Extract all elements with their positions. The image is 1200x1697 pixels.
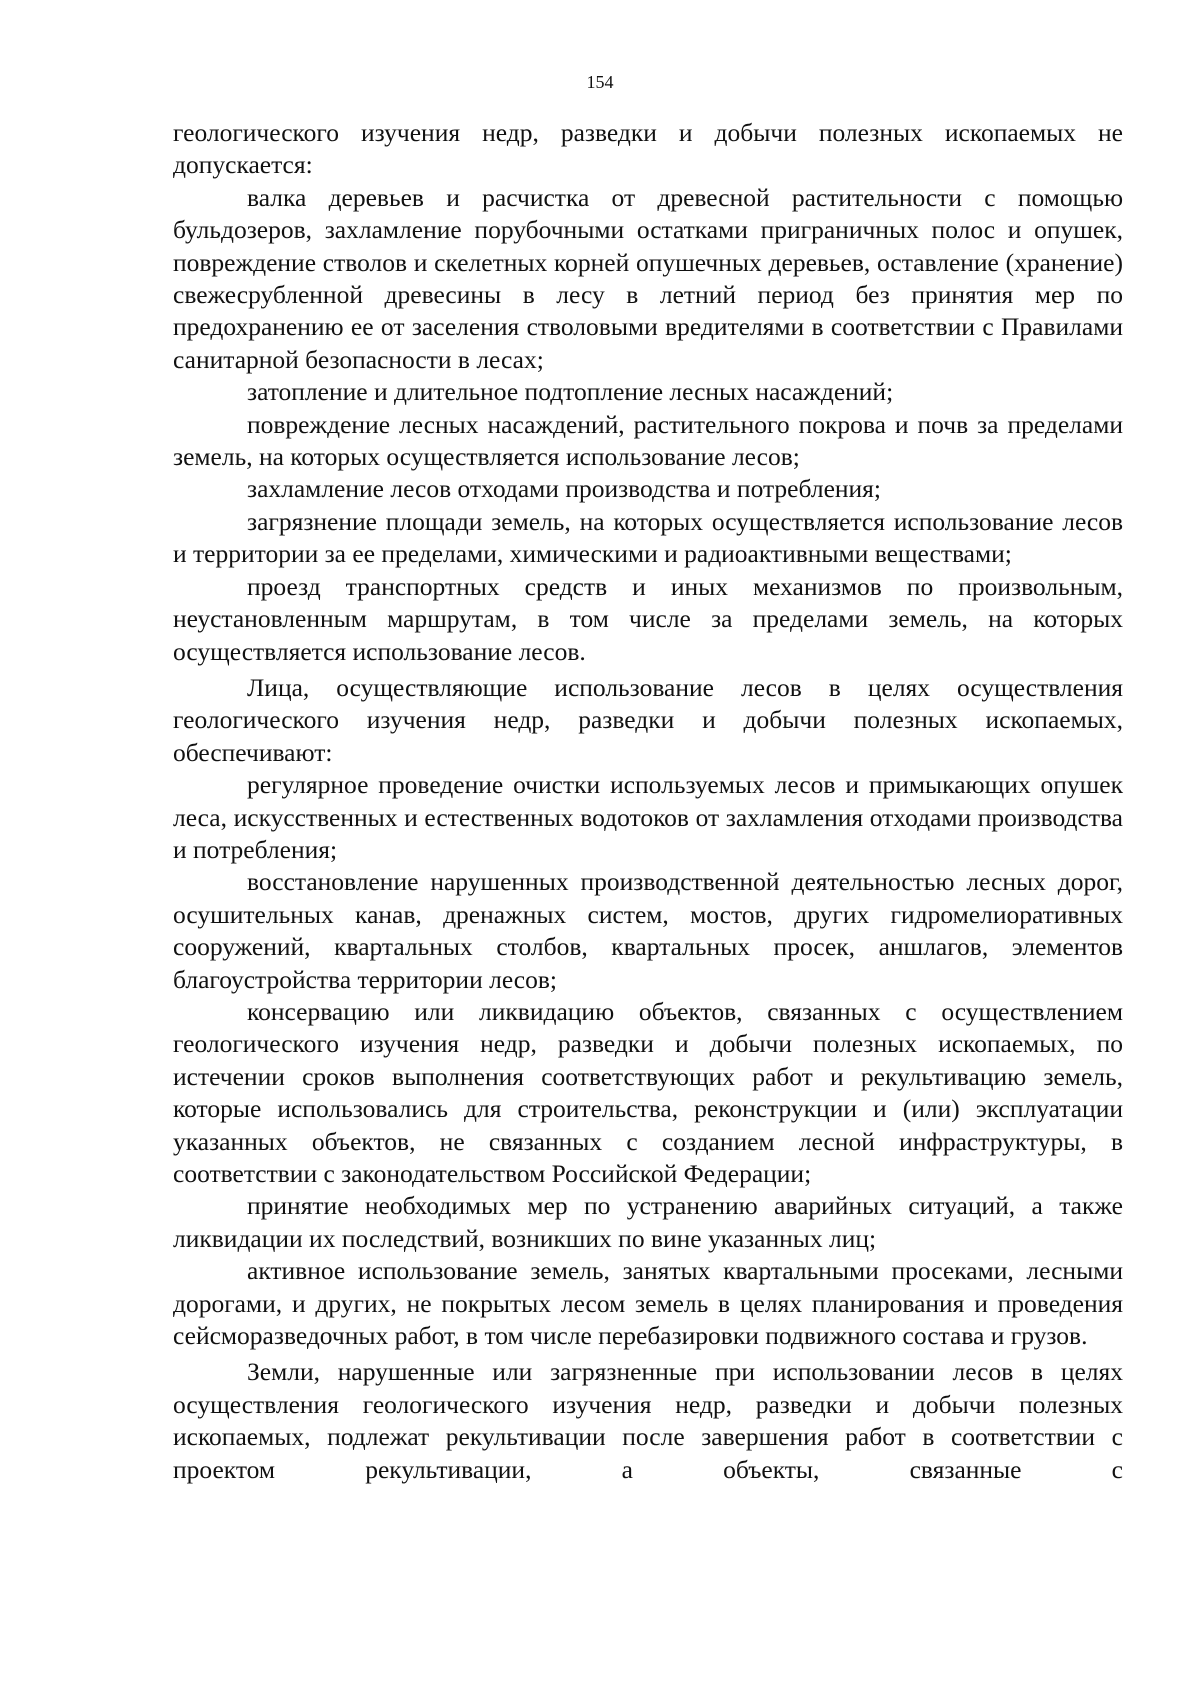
paragraph-10: восстановление нарушенных производственной деятельностью лесных дорог, осушительных канав, дренажных систем, мостов, других гидромелиоративных сооружений, квартальных столбов, квартальных просек, аншлагов, элементов благоустройства территории лесов; <box>173 867 1123 994</box>
paragraph-8: Лица, осуществляющие использование лесов в целях осуществления геологического изучения недр, разведки и добычи полезных ископаемых, обеспечивают: <box>173 672 1123 767</box>
paragraph-13: активное использование земель, занятых квартальными просеками, лесными дорогами, и других, не покрытых лесом земель в целях планирования и проведения сейсморазведочных работ, в том числе перебазировки подвижного состава и грузов. <box>173 1256 1123 1351</box>
document-body <box>173 117 1123 1486</box>
paragraph-14: Земли, нарушенные или загрязненные при использовании лесов в целях осуществления геологического изучения недр, разведки и добычи полезных ископаемых, подлежат рекультивации после завершения работ в соответствии с проектом рекультивации, а объекты, связанные с <box>173 1357 1123 1484</box>
paragraph-6: загрязнение площади земель, на которых осуществляется использование лесов и территории за ее пределами, химическими и радиоактивными веществами; <box>173 506 1123 569</box>
paragraph-1: геологического изучения недр, разведки и добычи полезных ископаемых не допускается: <box>173 118 1123 180</box>
paragraph-12: принятие необходимых мер по устранению аварийных ситуаций, а также ликвидации их последствий, возникших по вине указанных лиц; <box>173 1191 1123 1253</box>
paragraph-3: затопление и длительное подтопление лесных насаждений; <box>247 377 894 407</box>
paragraph-5: захламление лесов отходами производства и потребления; <box>247 474 881 504</box>
paragraph-9: регулярное проведение очистки используемых лесов и примыкающих опушек леса, искусственных и естественных водотоков от захламления отходами производства и потребления; <box>173 770 1123 864</box>
paragraph-7: проезд транспортных средств и иных механизмов по произвольным, неустановленным маршрутам, в том числе за пределами земель, на которых осуществляется использование лесов. <box>173 571 1123 666</box>
page-number: 154 <box>586 72 614 92</box>
paragraph-4: повреждение лесных насаждений, растительного покрова и почв за пределами земель, на которых осуществляется использование лесов; <box>173 409 1123 472</box>
paragraph-2: валка деревьев и расчистка от древесной растительности с помощью бульдозеров, захламление порубочными остатками приграничных полос и опушек, повреждение стволов и скелетных корней опушечных деревьев, оставление (хранение) свежесрубленной древесины в лесу в летний период без принятия мер по предохранению ее от заселения стволовыми вредителями в соответствии с Правилами санитарной безопасности в лесах; <box>173 182 1123 374</box>
paragraph-11: консервацию или ликвидацию объектов, связанных с осуществлением геологического изучения недр, разведки и добычи полезных ископаемых, по истечении сроков выполнения соответствующих работ и рекультивацию земель, которые использовались для строительства, реконструкции и (или) эксплуатации указанных объектов, не связанных с созданием лесной инфраструктуры, в соответствии с законодательством Российской Федерации; <box>173 996 1123 1188</box>
